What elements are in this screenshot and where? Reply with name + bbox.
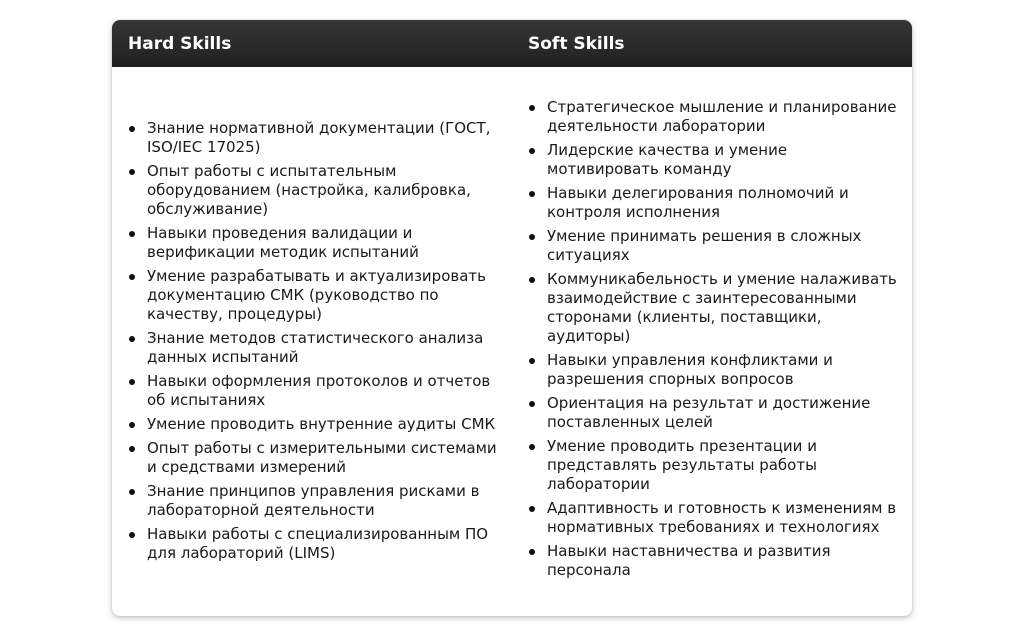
list-item: Навыки наставничества и развития персонала bbox=[547, 542, 899, 580]
list-item: Умение проводить внутренние аудиты СМК bbox=[147, 415, 496, 433]
table-header bbox=[112, 20, 912, 67]
hard-skills-column bbox=[112, 67, 512, 616]
list-item: Опыт работы с измерительными системами и средствами измерений bbox=[147, 439, 497, 476]
list-item: Знание методов статистического анализа данных испытаний bbox=[147, 329, 497, 367]
list-item: Стратегическое мышление и планирование деятельности лаборатории bbox=[547, 98, 899, 136]
hard-skills-list bbox=[147, 119, 497, 568]
list-item: Адаптивность и готовность к изменениям в нормативных требованиях и технологиях bbox=[547, 499, 899, 537]
list-item: Навыки управления конфликтами и разрешения спорных вопросов bbox=[547, 351, 899, 389]
list-item: Навыки работы с специализированным ПО для лабораторий (LIMS) bbox=[147, 525, 497, 563]
list-item: Навыки оформления протоколов и отчетов об испытаниях bbox=[147, 372, 497, 410]
header-hard-skills: Hard Skills bbox=[128, 33, 232, 54]
soft-skills-column bbox=[512, 67, 912, 616]
list-item: Лидерские качества и умение мотивировать команду bbox=[547, 141, 899, 179]
list-item: Знание принципов управления рисками в лабораторной деятельности bbox=[147, 482, 497, 520]
skills-table bbox=[112, 20, 912, 616]
list-item: Ориентация на результат и достижение поставленных целей bbox=[547, 394, 899, 432]
list-item: Умение принимать решения в сложных ситуациях bbox=[547, 227, 899, 265]
list-item: Знание нормативной документации (ГОСТ, ISO/IEC 17025) bbox=[147, 119, 497, 157]
table-body bbox=[112, 67, 912, 616]
header-soft-skills: Soft Skills bbox=[528, 33, 625, 54]
soft-skills-list bbox=[547, 98, 899, 585]
list-item: Умение разрабатывать и актуализировать документацию СМК (руководство по качеству, процедуры) bbox=[147, 267, 497, 324]
list-item: Опыт работы с испытательным оборудованием (настройка, калибровка, обслуживание) bbox=[147, 162, 497, 219]
list-item: Навыки делегирования полномочий и контроля исполнения bbox=[547, 184, 899, 222]
list-item: Коммуникабельность и умение налаживать взаимодействие с заинтересованными сторонами (клиенты, поставщики, аудиторы) bbox=[547, 270, 899, 346]
list-item: Умение проводить презентации и представлять результаты работы лаборатории bbox=[547, 437, 899, 494]
list-item: Навыки проведения валидации и верификации методик испытаний bbox=[147, 224, 497, 262]
